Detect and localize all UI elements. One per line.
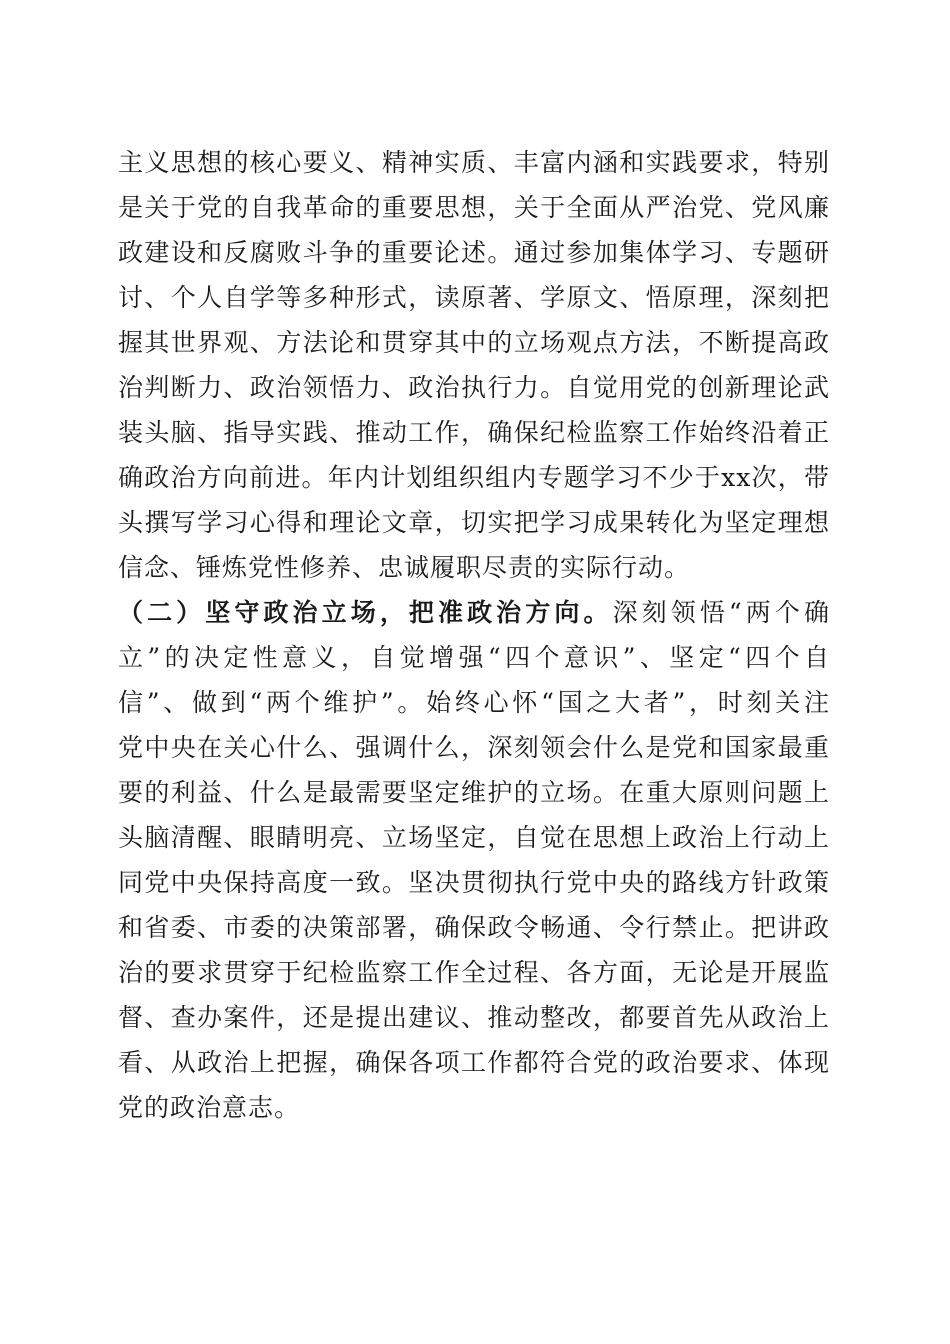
- paragraph-2: [118, 590, 830, 1130]
- paragraph-first-line: [118, 590, 830, 635]
- text-line: 要的利益、什么是最需要坚定维护的立场。在重大原则问题上: [118, 778, 830, 807]
- text-fragment: 深刻领悟“两个确: [612, 598, 830, 627]
- text-line: 看、从政治上把握，确保各项工作都符合党的政治要求、体现: [118, 1048, 830, 1077]
- text-line: 治判断力、政治领悟力、政治执行力。自觉用党的创新理论武: [118, 373, 830, 402]
- text-line: 是关于党的自我革命的重要思想，关于全面从严治党、党风廉: [118, 193, 830, 222]
- text-line: 头脑清醒、眼睛明亮、立场坚定，自觉在思想上政治上行动上: [118, 823, 830, 852]
- body-text: [118, 140, 830, 1130]
- text-line: 握其世界观、方法论和贯穿其中的立场观点方法，不断提高政: [118, 328, 830, 357]
- text-line: 装头脑、指导实践、推动工作，确保纪检监察工作始终沿着正: [118, 418, 830, 447]
- section-heading: （二）坚守政治立场，把准政治方向。: [118, 598, 613, 627]
- text-line: 政建设和反腐败斗争的重要论述。通过参加集体学习、专题研: [118, 238, 830, 267]
- text-line: 党中央在关心什么、强调什么，深刻领会什么是党和国家最重: [118, 733, 830, 762]
- text-line: 确政治方向前进。年内计划组织组内专题学习不少于xx次，带: [118, 463, 830, 492]
- paragraph-1: [118, 140, 830, 590]
- text-line: 信”、做到“两个维护”。始终心怀“国之大者”，时刻关注: [118, 688, 830, 717]
- text-line: 立”的决定性意义，自觉增强“四个意识”、坚定“四个自: [118, 643, 831, 672]
- text-line: 党的政治意志。: [118, 1093, 301, 1122]
- text-line: 信念、锤炼党性修养、忠诚履职尽责的实际行动。: [118, 553, 691, 582]
- text-line: 头撰写学习心得和理论文章，切实把学习成果转化为坚定理想: [118, 508, 830, 537]
- text-line: 讨、个人自学等多种形式，读原著、学原文、悟原理，深刻把: [118, 283, 830, 312]
- text-line: 和省委、市委的决策部署，确保政令畅通、令行禁止。把讲政: [118, 913, 830, 942]
- text-line: 督、查办案件，还是提出建议、推动整改，都要首先从政治上: [118, 1003, 830, 1032]
- text-line: 治的要求贯穿于纪检监察工作全过程、各方面，无论是开展监: [118, 958, 830, 987]
- text-line: 主义思想的核心要义、精神实质、丰富内涵和实践要求，特别: [118, 148, 830, 177]
- text-line: 同党中央保持高度一致。坚决贯彻执行党中央的路线方针政策: [118, 868, 830, 897]
